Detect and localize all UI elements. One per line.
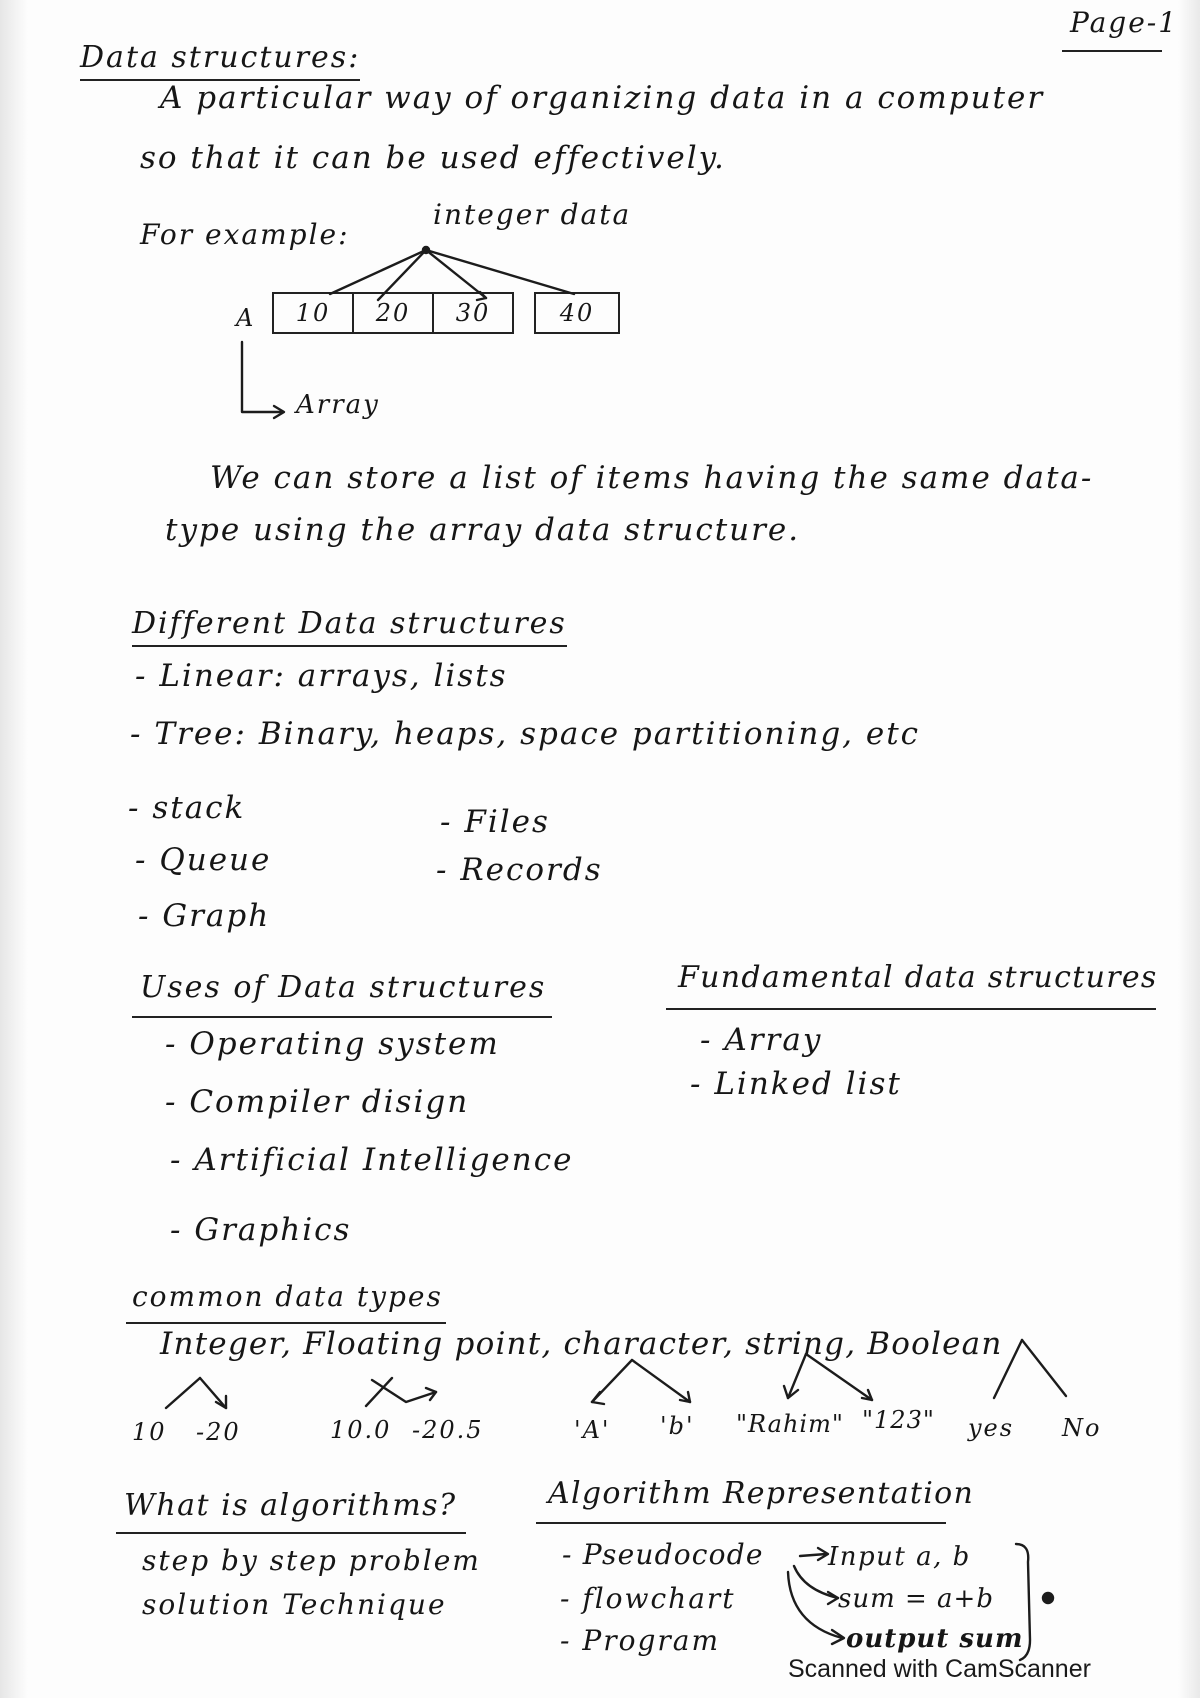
representation-item-flowchart: - flowchart xyxy=(560,1582,736,1615)
representation-heading: Algorithm Representation xyxy=(548,1476,975,1511)
uses-heading-underline xyxy=(132,1016,552,1018)
type-example: 'A' xyxy=(574,1416,611,1444)
array-cell-value: 10 xyxy=(295,299,331,327)
types-line: Integer, Floating point, character, string, Boolean xyxy=(160,1326,1003,1362)
array-cell xyxy=(352,292,434,334)
example-label: For example: xyxy=(140,218,350,251)
array-cell-value: 30 xyxy=(455,299,491,327)
ds-item-linear: - Linear: arrays, lists xyxy=(135,658,508,694)
type-example: yes xyxy=(968,1414,1015,1442)
fundamental-heading: Fundamental data structures xyxy=(678,960,1158,995)
uses-item-compiler: - Compiler disign xyxy=(165,1084,470,1120)
page-number: Page-1 xyxy=(1070,6,1179,39)
type-example: -20 xyxy=(196,1418,241,1446)
representation-underline xyxy=(536,1522,946,1524)
store-note-line-1: We can store a list of items having the same data- xyxy=(210,460,1094,496)
fundamental-heading-underline xyxy=(666,1008,1156,1010)
type-example: 10 xyxy=(132,1418,167,1446)
page-title: Data structures: xyxy=(80,40,360,81)
ds-item-files: - Files xyxy=(440,804,550,840)
algorithm-def-line-1: step by step problem xyxy=(142,1544,481,1577)
algorithm-def-line-2: solution Technique xyxy=(142,1588,447,1621)
scan-shadow-left xyxy=(0,0,28,1698)
ds-item-tree: - Tree: Binary, heaps, space partitioning, etc xyxy=(130,716,921,752)
definition-line-2: so that it can be used effectively. xyxy=(140,140,726,176)
scan-shadow-right xyxy=(1178,0,1200,1698)
array-cell xyxy=(272,292,354,334)
fundamental-item-linked-list: - Linked list xyxy=(690,1066,902,1102)
scanner-watermark: Scanned with CamScanner xyxy=(788,1655,1091,1683)
type-example: 'b' xyxy=(660,1412,695,1440)
array-cell xyxy=(534,292,620,334)
array-label: Array xyxy=(296,390,380,420)
pseudo-line: output sum xyxy=(846,1624,1024,1654)
representation-item-pseudocode: - Pseudocode xyxy=(562,1538,764,1571)
type-example: "Rahim" xyxy=(736,1410,844,1438)
ds-item-graph: - Graph xyxy=(138,898,271,934)
array-cell-value: 20 xyxy=(375,299,411,327)
ds-item-stack: - stack xyxy=(128,790,246,826)
uses-item-os: - Operating system xyxy=(165,1026,500,1062)
different-ds-heading: Different Data structures xyxy=(132,606,567,647)
common-types-underline xyxy=(126,1322,446,1324)
ds-item-queue: - Queue xyxy=(135,842,272,878)
ds-item-records: - Records xyxy=(436,852,603,888)
representation-item-program: - Program xyxy=(560,1624,720,1657)
definition-line-1: A particular way of organizing data in a computer xyxy=(160,80,1045,116)
array-pointer-arrow xyxy=(242,342,284,418)
type-example: "123" xyxy=(862,1406,935,1434)
page-number-underline xyxy=(1062,50,1162,52)
integer-data-annotation: integer data xyxy=(433,198,632,231)
store-note-line-2: type using the array data structure. xyxy=(165,512,801,548)
type-example: 10.0 xyxy=(330,1416,392,1444)
uses-item-graphics: - Graphics xyxy=(170,1212,352,1248)
uses-heading: Uses of Data structures xyxy=(140,970,547,1005)
type-example: No xyxy=(1062,1414,1102,1442)
array-cell-value: 40 xyxy=(559,299,595,327)
uses-item-ai: - Artificial Intelligence xyxy=(170,1142,574,1178)
pseudo-line: Input a, b xyxy=(828,1542,971,1572)
algorithm-heading-underline xyxy=(116,1532,466,1534)
array-variable-name: A xyxy=(236,304,256,332)
type-example: -20.5 xyxy=(412,1416,484,1444)
common-types-heading: common data types xyxy=(132,1280,443,1313)
pseudo-line: sum = a+b xyxy=(838,1584,994,1614)
array-cell xyxy=(432,292,514,334)
algorithm-heading: What is algorithms? xyxy=(124,1488,457,1523)
fundamental-item-array: - Array xyxy=(700,1022,823,1058)
